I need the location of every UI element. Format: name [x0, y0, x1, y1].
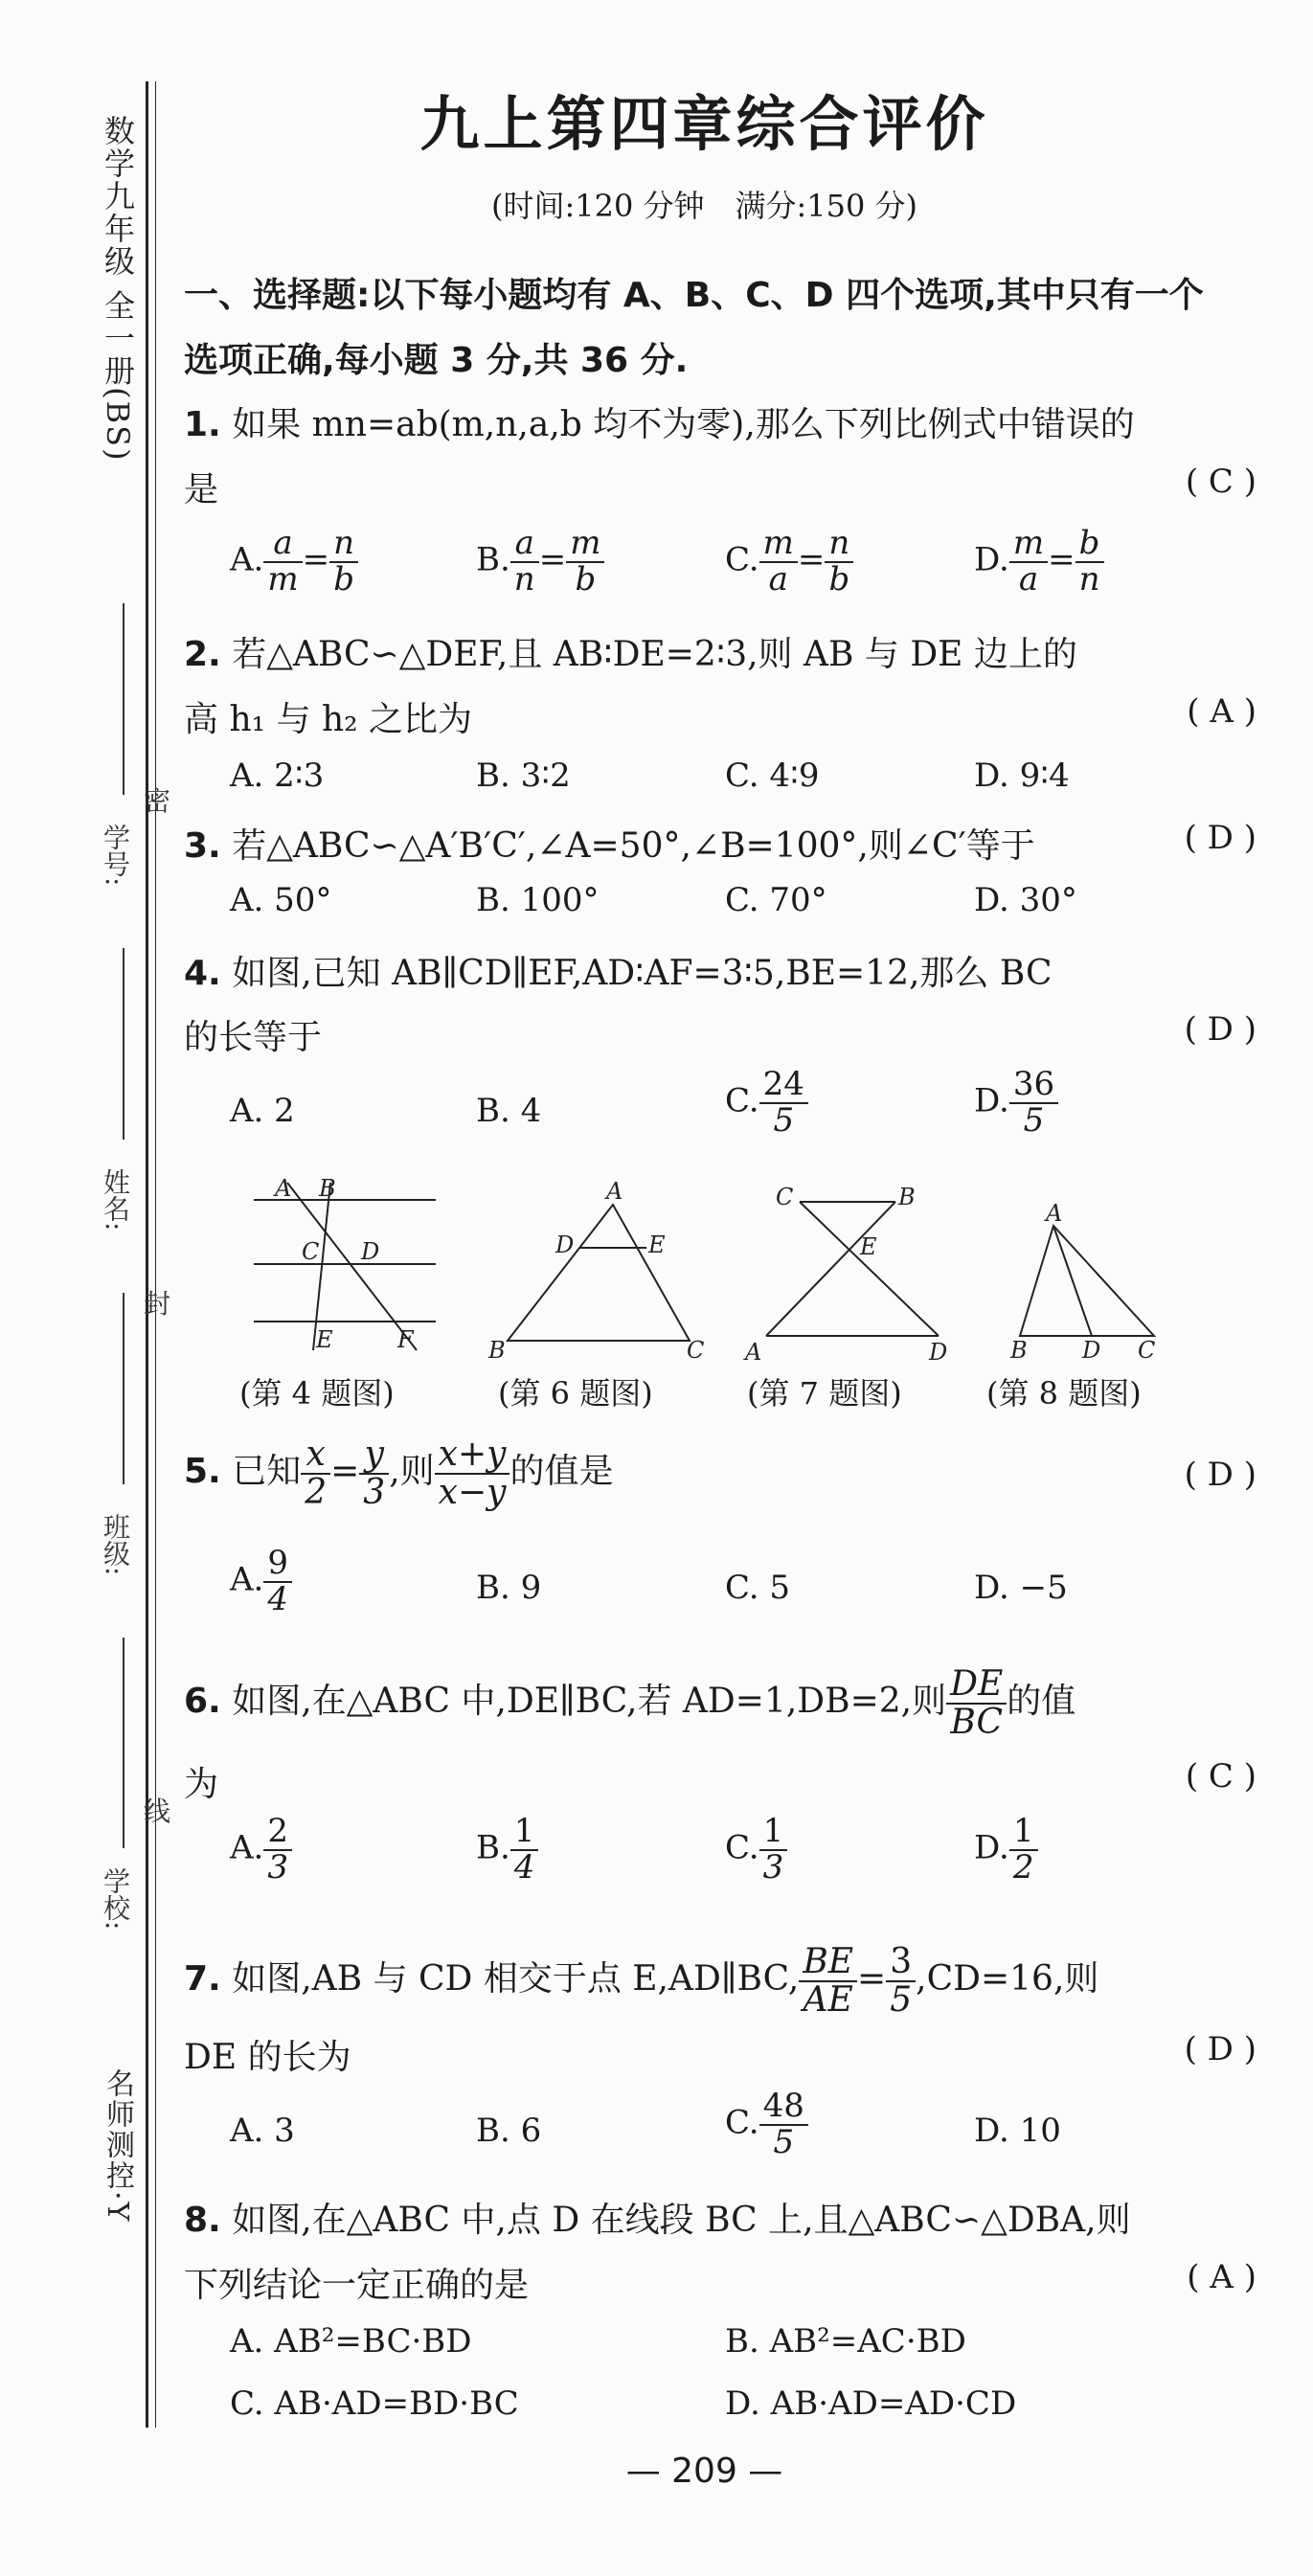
q2-line1: 2. 若△ABC∽△DEF,且 AB∶DE=2∶3,则 AB 与 DE 边上的 — [184, 635, 1077, 674]
q6-option-a: A. $\frac{2}{3}$ — [230, 1815, 292, 1885]
q1-option-a: A. $\frac{a}{m}$ = $\frac{n}{b}$ — [230, 527, 358, 597]
q7-option-c: C. $\frac{48}{5}$ — [725, 2090, 808, 2159]
margin-label-school: 学校: — [100, 1867, 131, 1931]
fig8-label-d: D — [1082, 1337, 1101, 1360]
fig7-label-c: C — [776, 1184, 794, 1210]
q5-line1: 5. 已知 $\frac{x}{2}$ = $\frac{y}{3}$ ,则 $\frac{x+y}{x-y}$ 的值是 ( D ) — [184, 1435, 1256, 1512]
q3-answer: ( D ) — [1184, 819, 1256, 857]
q2-option-b: B. 3∶2 — [476, 757, 571, 795]
q4-option-b: B. 4 — [476, 1092, 542, 1130]
fig6-label-a: A — [606, 1178, 623, 1205]
q3-option-d: D. 30° — [974, 881, 1077, 919]
margin-book-title: 数学九年级 全一册(BS) — [100, 115, 136, 463]
q5-option-c: C. 5 — [725, 1569, 791, 1607]
margin-label-student-id: 学号: — [100, 824, 131, 887]
fig4-label-d: D — [361, 1238, 380, 1265]
q5-option-b: B. 9 — [476, 1569, 542, 1607]
fig4-label-c: C — [302, 1238, 320, 1265]
margin-label-class: 班级: — [100, 1513, 131, 1576]
q3-option-c: C. 70° — [725, 881, 827, 919]
school-blank[interactable] — [123, 1638, 125, 1848]
class-blank[interactable] — [123, 1293, 125, 1484]
figure-q8-caption: (第 8 题图) — [986, 1375, 1142, 1412]
seal-mi: 密 — [144, 785, 171, 817]
q7-answer: ( D ) — [1184, 2030, 1256, 2068]
q1-option-b: B. $\frac{a}{n}$ = $\frac{m}{b}$ — [476, 527, 604, 597]
q8-option-a: A. AB²=BC·BD — [230, 2322, 472, 2361]
figure-q6-caption: (第 6 题图) — [498, 1375, 653, 1412]
exam-info: (时间:120 分钟 满分:150 分) — [490, 188, 918, 224]
q2-answer: ( A ) — [1187, 692, 1256, 731]
fig6-label-e: E — [648, 1232, 666, 1258]
q1-option-d: D. $\frac{m}{a}$ = $\frac{b}{n}$ — [974, 527, 1104, 597]
q8-option-c: C. AB·AD=BD·BC — [230, 2384, 519, 2423]
q2-line2: 高 h₁ 与 h₂ 之比为 ( A ) — [184, 692, 1256, 739]
fig7-label-b: B — [898, 1184, 916, 1210]
figure-q4 — [254, 1173, 445, 1355]
fig7-label-e: E — [860, 1233, 877, 1260]
q4-line2: 的长等于 ( D ) — [184, 1010, 1256, 1057]
q7-option-a: A. 3 — [230, 2112, 295, 2150]
q6-option-c: C. $\frac{1}{3}$ — [725, 1815, 787, 1885]
page-number: — 209 — — [625, 2452, 783, 2491]
fig4-label-e: E — [316, 1326, 333, 1353]
q2-option-c: C. 4∶9 — [725, 757, 820, 795]
fig7-label-d: D — [929, 1339, 948, 1360]
fig7-label-a: A — [745, 1339, 762, 1360]
q7-line1: 7. 如图,AB 与 CD 相交于点 E,AD∥BC, $\frac{BE}{AE}$ = $\frac{3}{5}$ ,CD=16,则 — [184, 1942, 1099, 2020]
fig4-label-f: F — [397, 1326, 414, 1353]
q7-option-d: D. 10 — [974, 2112, 1061, 2150]
section-heading-1: 一、选择题:以下每小题均有 A、B、C、D 四个选项,其中只有一个 — [184, 276, 1204, 315]
q8-answer: ( A ) — [1187, 2258, 1256, 2296]
q8-option-d: D. AB·AD=AD·CD — [725, 2384, 1017, 2423]
q5-answer: ( D ) — [1184, 1456, 1256, 1494]
figure-q4-caption: (第 4 题图) — [239, 1375, 395, 1412]
q3-option-a: A. 50° — [230, 881, 332, 919]
fig8-label-a: A — [1046, 1202, 1063, 1227]
seal-feng: 封 — [144, 1288, 171, 1320]
fig4-label-b: B — [319, 1175, 336, 1202]
figure-q7-caption: (第 7 题图) — [747, 1375, 902, 1412]
q2-option-a: A. 2∶3 — [230, 757, 325, 795]
fig6-label-d: D — [555, 1232, 575, 1258]
q8-line2: 下列结论一定正确的是 ( A ) — [184, 2258, 1256, 2305]
q4-option-c: C. $\frac{24}{5}$ — [725, 1068, 808, 1138]
q7-option-b: B. 6 — [476, 2112, 542, 2150]
figure-q6 — [484, 1178, 713, 1360]
q4-option-d: D. $\frac{36}{5}$ — [974, 1068, 1058, 1138]
q4-option-a: A. 2 — [230, 1092, 295, 1130]
q7-line2: DE 的长为 ( D ) — [184, 2030, 1256, 2077]
q3-line1: 3. 若△ABC∽△A′B′C′,∠A=50°,∠B=100°,则∠C′等于 ( D ) — [184, 819, 1256, 866]
q6-answer: ( C ) — [1185, 1757, 1256, 1796]
margin-rule — [146, 81, 148, 2428]
margin-label-name: 姓名: — [100, 1168, 131, 1232]
q4-answer: ( D ) — [1184, 1010, 1256, 1049]
q1-line1: 1. 如果 mn=ab(m,n,a,b 均不为零),那么下列比例式中错误的 — [184, 405, 1135, 444]
student-id-blank[interactable] — [123, 603, 125, 795]
q2-option-d: D. 9∶4 — [974, 757, 1070, 795]
section-heading-2: 选项正确,每小题 3 分,共 36 分. — [184, 341, 689, 380]
page-title: 九上第四章综合评价 — [419, 89, 989, 159]
figure-q7 — [737, 1178, 958, 1360]
q6-line2: 为 ( C ) — [184, 1757, 1256, 1804]
margin-rule-thin — [155, 81, 156, 2428]
margin-series: 名师测控·Y — [101, 2068, 134, 2224]
q8-option-b: B. AB²=AC·BD — [725, 2322, 966, 2361]
fig8-label-c: C — [1138, 1337, 1156, 1360]
q6-option-d: D. $\frac{1}{2}$ — [974, 1815, 1038, 1885]
q1-answer: ( C ) — [1185, 463, 1256, 501]
q6-line1: 6. 如图,在△ABC 中,DE∥BC,若 AD=1,DB=2,则 $\frac{DE}{BC}$ 的值 — [184, 1664, 1076, 1742]
fig6-label-b: B — [488, 1337, 506, 1360]
q4-line1: 4. 如图,已知 AB∥CD∥EF,AD∶AF=3∶5,BE=12,那么 BC — [184, 954, 1053, 993]
q3-option-b: B. 100° — [476, 881, 600, 919]
q1-line2: 是 ( C ) — [184, 463, 1256, 509]
q8-line1: 8. 如图,在△ABC 中,点 D 在线段 BC 上,且△ABC∽△DBA,则 — [184, 2201, 1131, 2240]
figure-q8 — [996, 1202, 1188, 1360]
q5-option-d: D. −5 — [974, 1569, 1068, 1607]
q1-option-c: C. $\frac{m}{a}$ = $\frac{n}{b}$ — [725, 527, 853, 597]
q5-option-a: A. $\frac{9}{4}$ — [230, 1547, 292, 1616]
name-blank[interactable] — [123, 948, 125, 1140]
fig8-label-b: B — [1010, 1337, 1028, 1360]
seal-xian: 线 — [144, 1796, 171, 1827]
fig6-label-c: C — [687, 1337, 705, 1360]
fig4-label-a: A — [275, 1175, 292, 1202]
q6-option-b: B. $\frac{1}{4}$ — [476, 1815, 538, 1885]
